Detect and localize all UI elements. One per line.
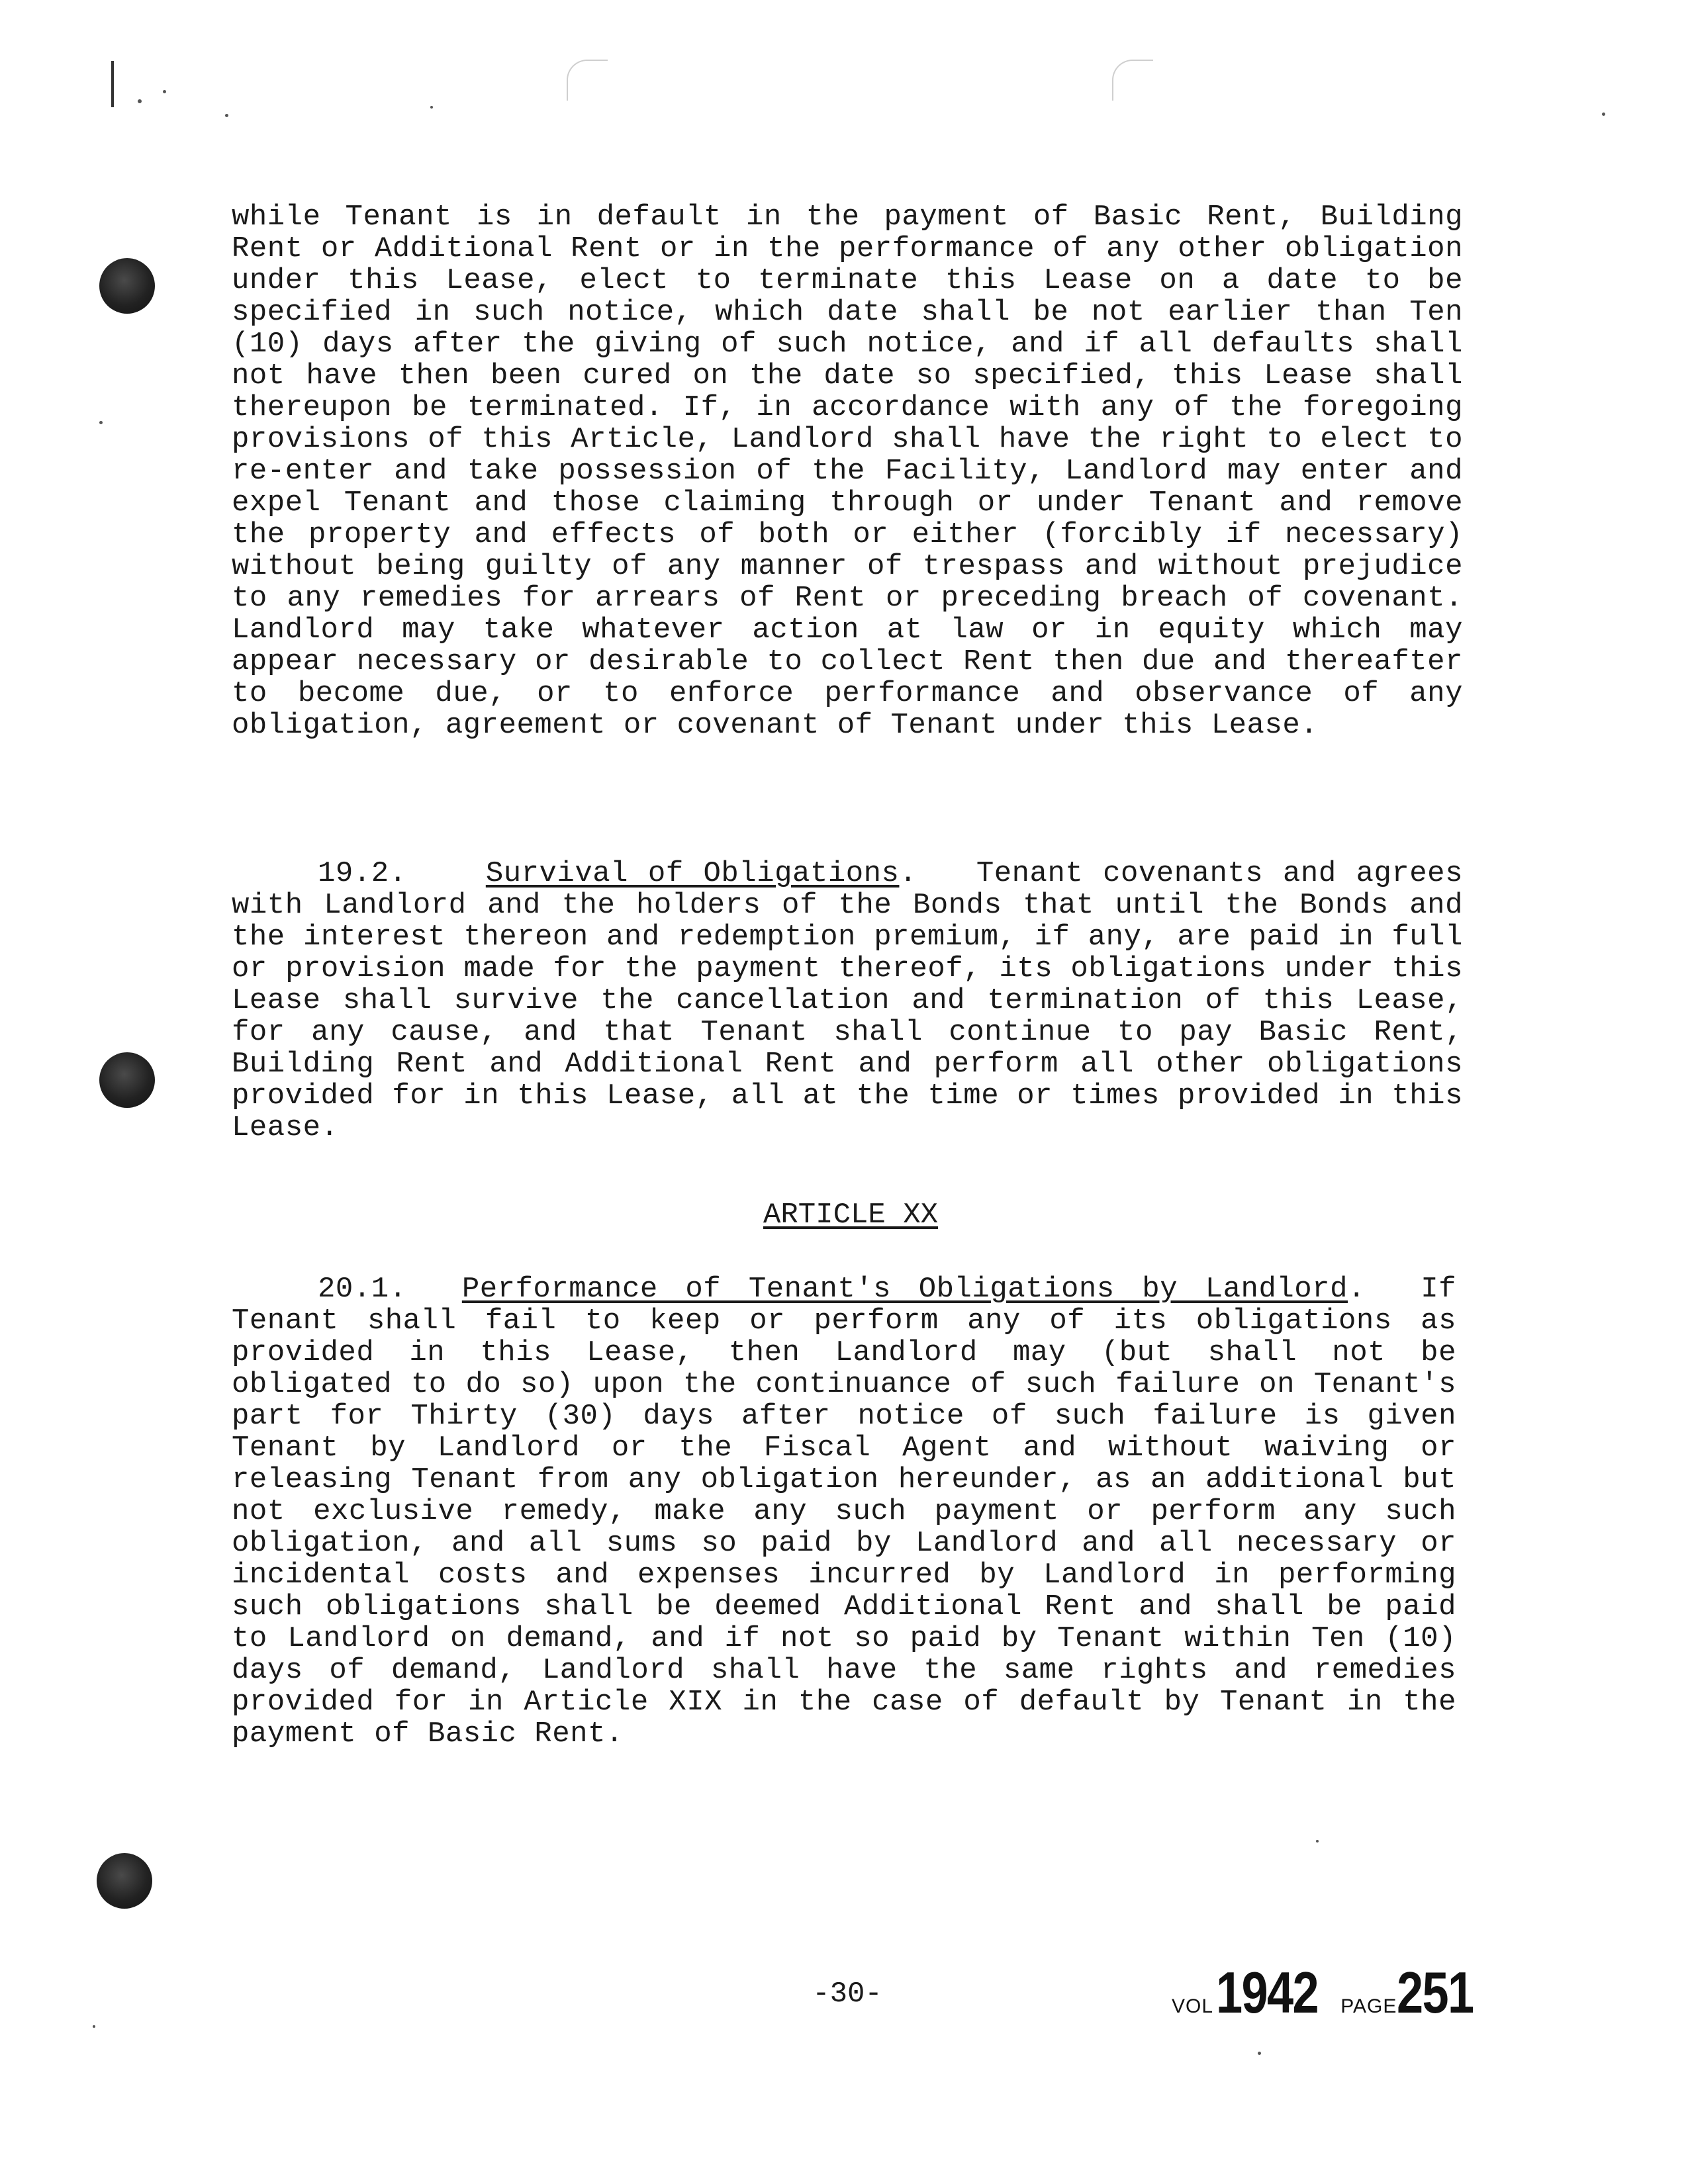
section-number: 20.1. (318, 1273, 407, 1306)
recording-stamp (1172, 1959, 1474, 2025)
section-title-suffix: . (1348, 1273, 1366, 1306)
scan-speck (430, 106, 433, 109)
stamp-page-number: 251 (1397, 1960, 1474, 2025)
punch-hole (97, 1853, 152, 1909)
scan-speck (163, 90, 166, 93)
article-heading: ARTICLE XX (763, 1199, 939, 1232)
scan-speck (1258, 2052, 1261, 2055)
scan-speck (93, 2025, 95, 2028)
stamp-page-label: PAGE (1340, 1995, 1397, 2017)
section-body: If Tenant shall fail to keep or perform any of its obligations as provided in this Lease, then Landlord may (but shall not be obligated to do so) upon the continuance of such failure on Tenant's part for Thirty (30) days after notice of such failure is given Tenant by Landlord or the Fiscal Agent and without waiving or releasing Tenant from any obligation hereunder, as an additional but not exclusive remedy, make any such payment or perform any such obligation, and all sums so paid by Landlord and all necessary or incidental costs and expenses incurred by Landlord in performing such obligations shall be deemed Additional Rent and shall be paid to Landlord on demand, and if not so paid by Tenant within Ten (10) days of demand, Landlord shall have the same rights and remedies provided for in Article XIX in the case of default by Tenant in the payment of Basic Rent. (232, 1273, 1456, 1751)
scan-speck (1316, 1840, 1319, 1843)
section-title: Performance of Tenant's Obligations by Landlord (461, 1273, 1348, 1306)
punch-hole (99, 258, 155, 314)
scan-mark (111, 61, 114, 107)
section-title-suffix: . (899, 857, 917, 890)
stamp-vol-label: VOL (1172, 1995, 1214, 2017)
section-19-2 (232, 858, 1463, 1144)
punch-hole (99, 1052, 155, 1108)
section-title: Survival of Obligations (485, 857, 900, 890)
scan-arc (1112, 60, 1153, 101)
page-number: -30- (812, 1978, 882, 2011)
scan-speck (99, 421, 103, 424)
stamp-vol-number: 1942 (1216, 1960, 1319, 2025)
scan-speck (1602, 113, 1605, 116)
section-body: Tenant covenants and agrees with Landlord and the holders of the Bonds that until the Bonds and the interest thereon and redemption premium, if any, are paid in full or provision made for the payment thereof, its obligations under this Lease shall survive the cancellation and termination of this Lease, for any cause, and that Tenant shall continue to pay Basic Rent, Building Rent and Additional Rent and perform all other obligations provided for in this Lease, all at the time or times provided in this Lease. (232, 857, 1463, 1144)
continued-paragraph (232, 201, 1463, 741)
continued-paragraph-text: while Tenant is in default in the payment of Basic Rent, Building Rent or Additional Rent or in the performance of any other obligation under this Lease, elect to terminate this Lease on a date to be specified in such notice, which date shall be not earlier than Ten (10) days after the giving of such notice, and if all defaults shall not have then been cured on the date so specified, this Lease shall thereupon be terminated. If, in accordance with any of the foregoing provisions of this Article, Landlord shall have the right to elect to re-enter and take possession of the Facility, Landlord may enter and expel Tenant and those claiming through or under Tenant and remove the property and effects of both or either (forcibly if necessary) without being guilty of any manner of trespass and without prejudice to any remedies for arrears of Rent or preceding breach of covenant. Landlord may take whatever action at law or in equity which may appear necessary or desirable to collect Rent then due and thereafter to become due, or to enforce performance and observance of any obligation, agreement or covenant of Tenant under this Lease. (232, 201, 1463, 742)
section-20-1 (232, 1273, 1456, 1750)
scan-arc (567, 60, 608, 101)
scan-speck (138, 99, 142, 103)
section-number: 19.2. (318, 857, 407, 890)
scan-speck (225, 114, 228, 117)
